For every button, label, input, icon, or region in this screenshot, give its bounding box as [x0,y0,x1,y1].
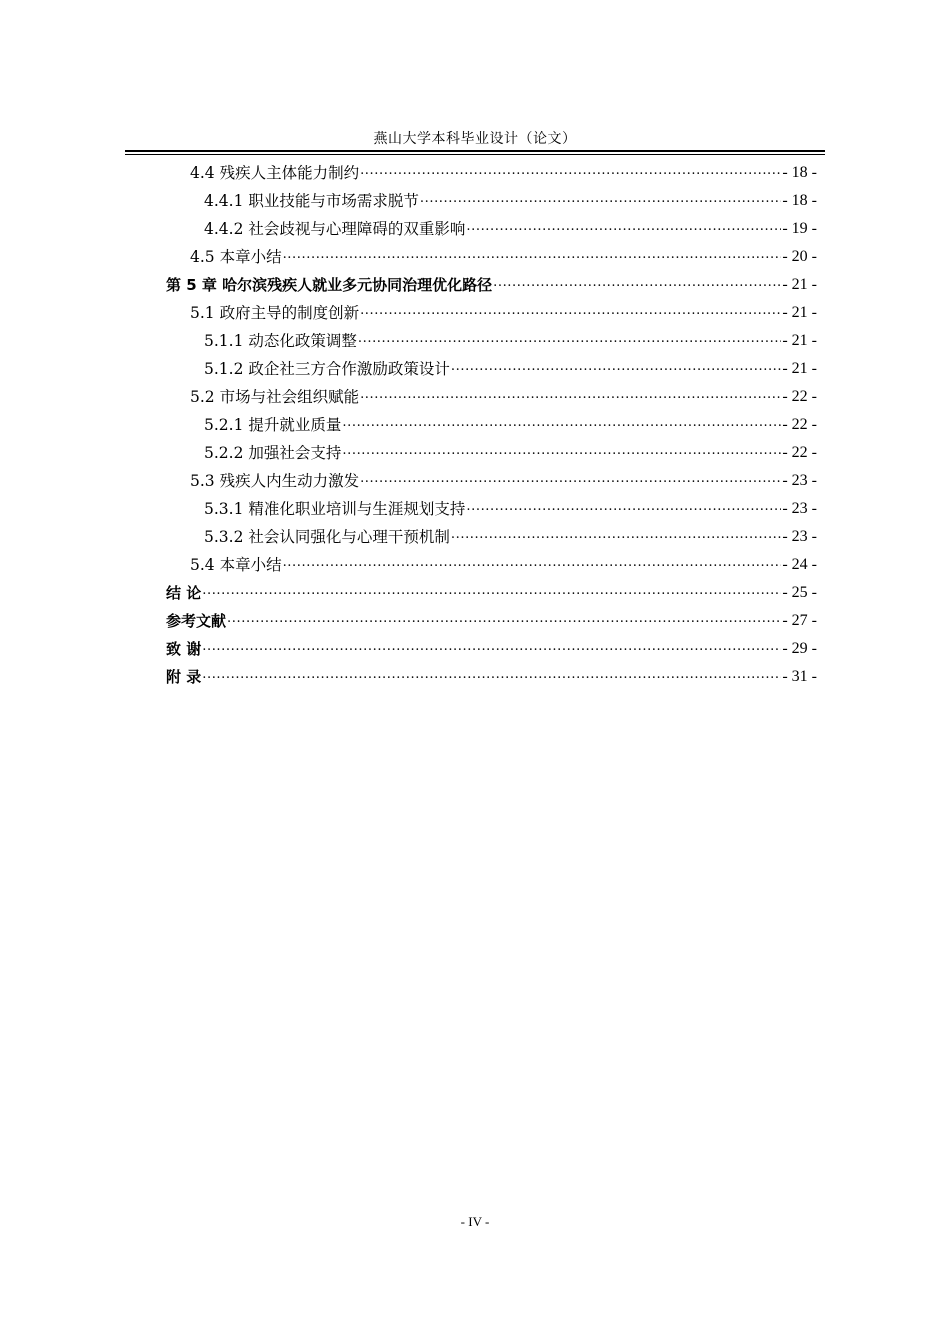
toc-dot-leader [283,247,782,267]
toc-entry-title: 5.4 本章小结 [190,556,282,574]
toc-entry-page: - 21 - [782,332,817,349]
page-number: - IV - [460,1214,490,1229]
toc-entry[interactable] [190,379,817,407]
toc-entry-title: 结 论 [166,584,202,602]
toc-dot-leader [466,499,781,519]
toc-entry-title: 5.2 市场与社会组织赋能 [190,388,360,406]
toc-entry-page: - 19 - [782,220,817,237]
toc-entry[interactable] [190,155,817,183]
toc-entry[interactable] [190,547,817,575]
toc-entry[interactable] [166,575,817,603]
toc-dot-leader [360,471,781,491]
toc-entry-title: 致 谢 [166,640,202,658]
toc-entry[interactable] [204,491,817,519]
toc-dot-leader [360,303,781,323]
toc-entry-title: 4.4 残疾人主体能力制约 [190,164,360,182]
toc-entry[interactable] [166,603,817,631]
toc-entry-page: - 23 - [782,500,817,517]
toc-entry-page: - 24 - [782,556,817,573]
toc-entry-page: - 21 - [782,360,817,377]
toc-entry-title: 4.5 本章小结 [190,248,282,266]
toc-entry-page: - 22 - [782,444,817,461]
toc-dot-leader [227,611,781,631]
toc-entry[interactable] [166,631,817,659]
toc-entry[interactable] [204,435,817,463]
toc-dot-leader [202,667,781,687]
toc-dot-leader [202,583,781,603]
toc-entry[interactable] [190,463,817,491]
toc-entry-title: 附 录 [166,668,202,686]
toc-entry-page: - 23 - [782,472,817,489]
toc-entry[interactable] [204,183,817,211]
toc-entry-title: 5.3.2 社会认同强化与心理干预机制 [204,528,450,546]
toc-entry-title: 参考文献 [166,612,227,630]
toc-entry-title: 5.1.1 动态化政策调整 [204,332,357,350]
toc-entry-page: - 27 - [782,612,817,629]
toc-entry-title: 5.3 残疾人内生动力激发 [190,472,360,490]
toc-entry-title: 第 5 章 哈尔滨残疾人就业多元协同治理优化路径 [166,276,493,294]
page-header: 燕山大学本科毕业设计（论文） [373,131,577,147]
toc-entry-title: 5.1 政府主导的制度创新 [190,304,360,322]
toc-entry-page: - 29 - [782,640,817,657]
toc-entry[interactable] [204,519,817,547]
toc-entry[interactable] [204,351,817,379]
toc-dot-leader [202,639,781,659]
toc-dot-leader [342,415,781,435]
toc-dot-leader [420,191,781,211]
header-rule-thick [125,150,825,152]
toc-entry-title: 5.2.1 提升就业质量 [204,416,342,434]
toc-dot-leader [451,527,781,547]
toc-entry-title: 5.1.2 政企社三方合作激励政策设计 [204,360,450,378]
toc-entry-page: - 21 - [782,276,817,293]
toc-entry-page: - 31 - [782,668,817,685]
toc-dot-leader [466,219,781,239]
toc-dot-leader [342,443,781,463]
toc-dot-leader [283,555,782,575]
toc-entry[interactable] [190,295,817,323]
toc-entry-page: - 21 - [782,304,817,321]
toc-entry-page: - 18 - [782,192,817,209]
toc-entry[interactable] [190,239,817,267]
toc-entry-page: - 20 - [782,248,817,265]
toc-entry[interactable] [204,407,817,435]
toc-entry-title: 4.4.1 职业技能与市场需求脱节 [204,192,419,210]
toc-entry[interactable] [166,267,817,295]
toc-dot-leader [451,359,781,379]
toc-entry-page: - 18 - [782,164,817,181]
toc-entry-page: - 25 - [782,584,817,601]
toc-entry-title: 4.4.2 社会歧视与心理障碍的双重影响 [204,220,466,238]
toc-entry-title: 5.2.2 加强社会支持 [204,444,342,462]
toc-entry[interactable] [166,659,817,687]
toc-dot-leader [358,331,781,351]
toc-entry-page: - 23 - [782,528,817,545]
toc-entry-page: - 22 - [782,416,817,433]
toc-entry[interactable] [204,323,817,351]
toc-entry[interactable] [204,211,817,239]
toc-dot-leader [360,163,781,183]
toc-dot-leader [493,275,781,295]
toc-dot-leader [360,387,781,407]
toc-entry-title: 5.3.1 精准化职业培训与生涯规划支持 [204,500,466,518]
toc-entry-page: - 22 - [782,388,817,405]
